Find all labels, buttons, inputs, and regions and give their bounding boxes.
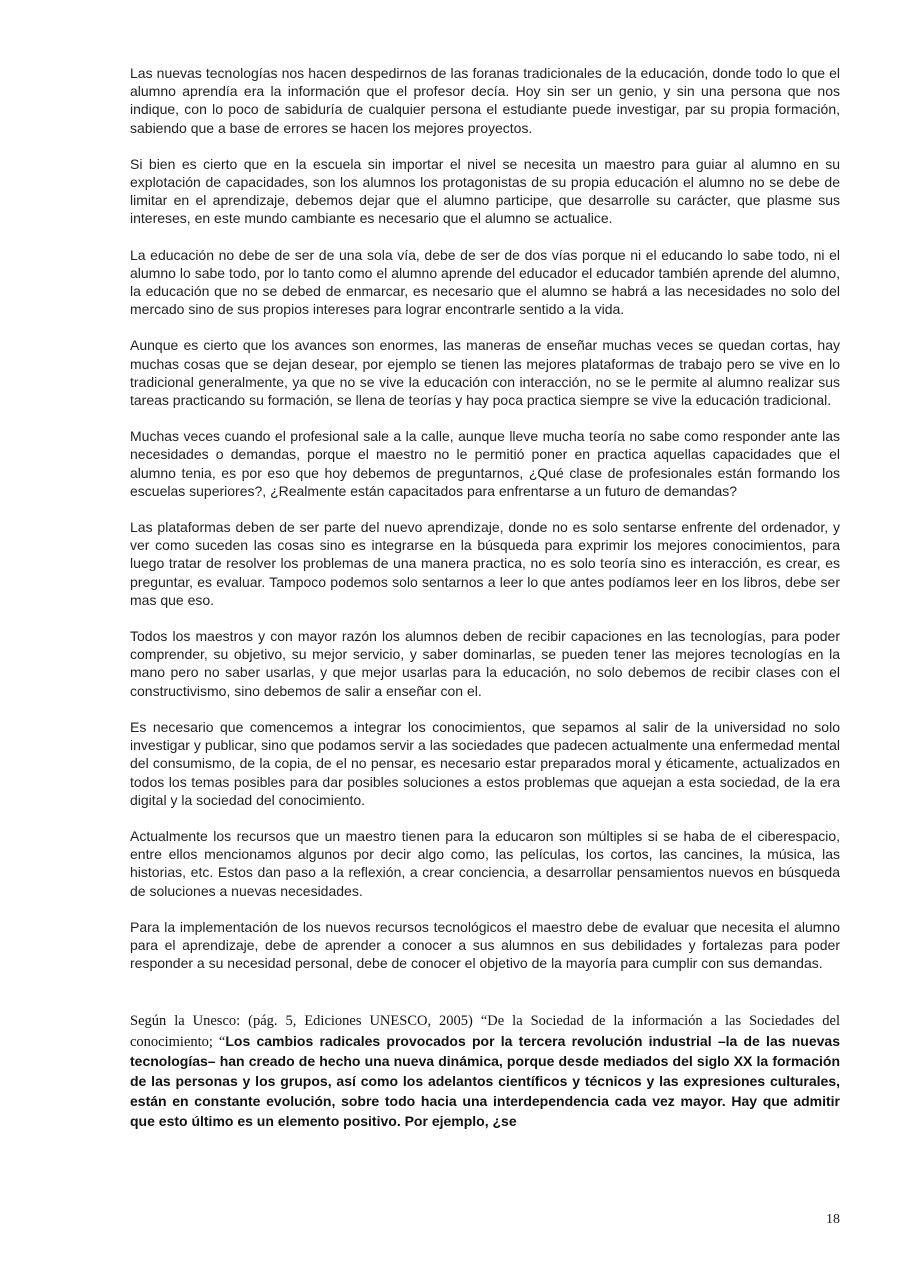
paragraph-7: Todos los maestros y con mayor razón los alumnos deben de recibir capaciones en las tecnologías, para poder comprender, su objetivo, su mejor servicio, y saber dominarlas, se pueden tener las mejores tecnologías en la mano pero no saber usarlas, y que mejor usarlas para la educación, no solo debemos de recibir clases con el constructivismo, sino debemos de salir a enseñar con el. — [130, 628, 840, 699]
paragraph-3: La educación no debe de ser de una sola vía, debe de ser de dos vías porque ni el educando lo sabe todo, ni el alumno lo sabe todo, por lo tanto como el alumno aprende del educador el educador también aprende del alumno, la educación que no se debed de enmarcar, es necesario que el alumno se habrá a las necesidades no solo del mercado sino de sus propios intereses para lograr encontrarle sentido a la vida. — [130, 246, 840, 318]
paragraph-8: Es necesario que comencemos a integrar los conocimientos, que sepamos al salir de la universidad no solo investigar y publicar, sino que podamos servir a las sociedades que padecen actualmente una enfermedad mental del consumismo, de la copia, de el no pensar, es necesario estar preparados moral y éticamente, actualizados en todos los temas posibles para dar posibles soluciones a estos problemas que aquejan a esta sociedad, de la era digital y la sociedad del conocimiento. — [130, 718, 840, 808]
paragraph-4: Aunque es cierto que los avances son enormes, las maneras de enseñar muchas veces se quedan cortas, hay muchas cosas que se dejan desear, por ejemplo se tienen las mejores plataformas de trabajo pero se vive en lo tradicional generalmente, ya que no se vive la educación con interacción, no se le permite al alumno realizar sus tareas practicando su formación, se llena de teorías y hay poca practica siempre se vive la educación tradicional. — [130, 337, 840, 409]
paragraph-10: Para la implementación de los nuevos recursos tecnológicos el maestro debe de evaluar que necesita el alumno para el aprendizaje, debe de aprender a conocer a sus alumnos en sus debilidades y fortalezas para poder responder a su necesidad personal, debe de conocer el objetivo de la mayoría para cumplir con sus demandas. — [130, 918, 840, 972]
paragraph-2: Si bien es cierto que en la escuela sin importar el nivel se necesita un maestro para guiar al alumno en su explotación de capacidades, son los alumnos los protagonistas de su propia educación el alumno no se debe de limitar en el aprendizaje, debemos dejar que el alumno participe, que desarrolle su carácter, que plasme sus intereses, en este mundo cambiante es necesario que el alumno se actualice. — [130, 155, 840, 227]
citation-quote: Los cambios radicales provocados por la tercera revolución industrial –la de las nuevas tecnologías– han creado de hecho una nueva dinámica, porque desde mediados del siglo XX la formación de las personas y los grupos, así como los adelantos científicos y técnicos y las expresiones culturales, están en constante evolución, sobre todo hacia una interdependencia cada vez mayor. Hay que admitir que esto último es un elemento positivo. Por ejemplo, ¿se — [130, 1032, 840, 1130]
paragraph-5: Muchas veces cuando el profesional sale a la calle, aunque lleve mucha teoría no sabe como responder ante las necesidades o demandas, porque el maestro no le permitió poner en practica aquellas capacidades que el alumno tenia, es por eso que hoy debemos de preguntarnos, ¿Qué clase de profesionales están formando los escuelas superiores?, ¿Realmente están capacitados para enfrentarse a un futuro de demandas? — [130, 428, 840, 499]
paragraph-9: Actualmente los recursos que un maestro tienen para la educaron son múltiples si se haba de el ciberespacio, entre ellos mencionamos algunos por decir algo como, las películas, los cortos, las cancines, la música, las historias, etc. Estos dan paso a la reflexión, a crear conciencia, a desarrollar pensamientos nuevos en búsqueda de soluciones a nuevas necesidades. — [130, 827, 840, 899]
citation-intro: Según la Unesco: (pág. 5, Ediciones UNESCO, 2005) “De la Sociedad de la información a las Sociedades del conocimiento; “ — [130, 1013, 840, 1050]
page-number: 18 — [826, 1212, 840, 1227]
paragraph-6: Las plataformas deben de ser parte del nuevo aprendizaje, donde no es solo sentarse enfrente del ordenador, y ver como suceden las cosas sino es integrarse en la búsqueda para exprimir los mejores conocimientos, para luego tratar de resolver los problemas de una manera practica, no es solo teoría sino es interacción, es crear, es preguntar, es evaluar. Tampoco podemos solo sentarnos a leer lo que antes podíamos leer en los libros, debe ser mas que eso. — [130, 519, 840, 608]
document-body — [130, 64, 840, 1147]
unesco-citation — [130, 1012, 840, 1132]
paragraph-1: Las nuevas tecnologías nos hacen despedirnos de las foranas tradicionales de la educación, donde todo lo que el alumno aprendía era la información que el profesor decía. Hoy sin ser un genio, y sin una persona que nos indique, con lo poco de sabiduría de cualquier persona el estudiante puede investigar, par su propia formación, sabiendo que a base de errores se hacen los mejores proyectos. — [130, 65, 840, 136]
